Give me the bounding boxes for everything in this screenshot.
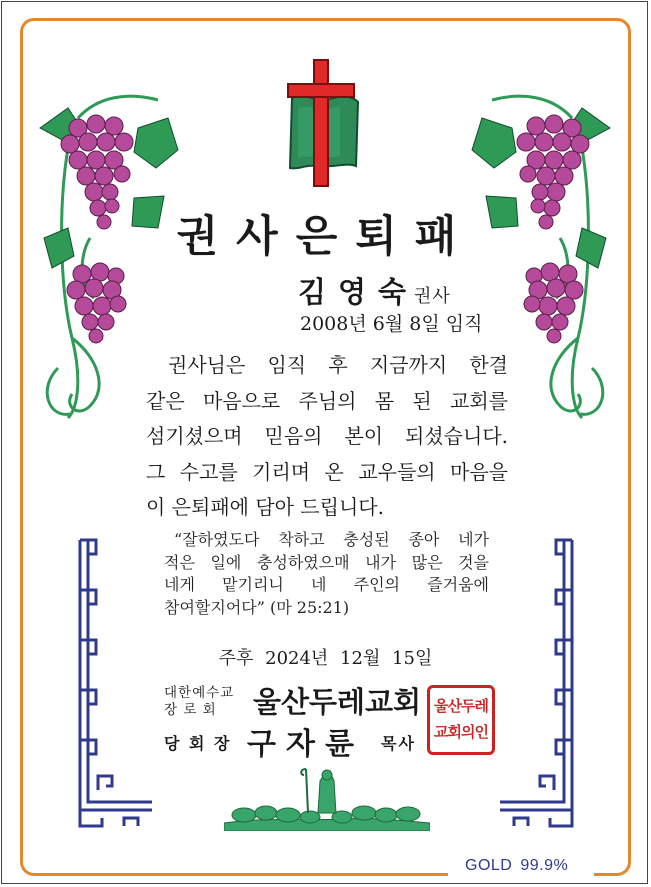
verse-line: 적은 일에 충성하였으매 내가 많은 것을 <box>164 552 489 572</box>
body-paragraph <box>146 348 508 526</box>
greek-key-border-right <box>490 530 580 830</box>
body-line: 이 은퇴패에 담아 드립니다. <box>146 495 384 519</box>
appointment-date: 2008년 6월 8일 임직 <box>300 313 483 335</box>
body-line: 같은 마음으로 주님의 몸 된 교회를 <box>146 388 508 413</box>
cross-icon <box>284 58 364 188</box>
pastor-title: 목사 <box>381 734 416 753</box>
plaque-title: 권사은퇴패 <box>176 212 475 262</box>
shepherd-sheep-icon <box>224 767 430 831</box>
presentation-date: 주후 2024년 12월 15일 <box>218 648 433 669</box>
denomination-line-2: 장 로 회 <box>164 702 217 718</box>
seal-line: 울산두레 <box>434 697 488 715</box>
church-seal-stamp <box>427 685 495 755</box>
body-line: 그 수고를 기리며 온 교우들의 마음을 <box>146 459 508 484</box>
pastor-name: 구자륜 <box>247 727 364 762</box>
denomination-line-1: 대한예수교 <box>164 685 235 701</box>
body-line: 섬기셨으며 믿음의 본이 되셨습니다. <box>146 424 508 448</box>
seal-line: 교회의인 <box>434 723 488 741</box>
verse-line: 참여할지어다” (마 25:21) <box>164 597 350 617</box>
bible-verse <box>164 529 489 619</box>
recipient-rank: 권사 <box>414 286 451 307</box>
verse-line: “잘하였도다 착하고 충성된 종아 네가 <box>174 530 489 549</box>
body-line: 권사님은 임직 후 지금까지 한결 <box>168 353 508 377</box>
gold-purity-label <box>465 857 568 875</box>
greek-key-border-left <box>72 530 162 830</box>
recipient-row <box>298 270 451 311</box>
church-name: 울산두레교회 <box>253 685 422 719</box>
gold-purity: 99.9% <box>520 857 569 874</box>
gold-text: GOLD <box>465 857 513 874</box>
recipient-name: 김영숙 <box>298 275 419 309</box>
verse-line: 네게 맡기리니 네 주인의 즐거움에 <box>164 575 489 594</box>
chair-label: 당 회 장 <box>164 734 232 753</box>
